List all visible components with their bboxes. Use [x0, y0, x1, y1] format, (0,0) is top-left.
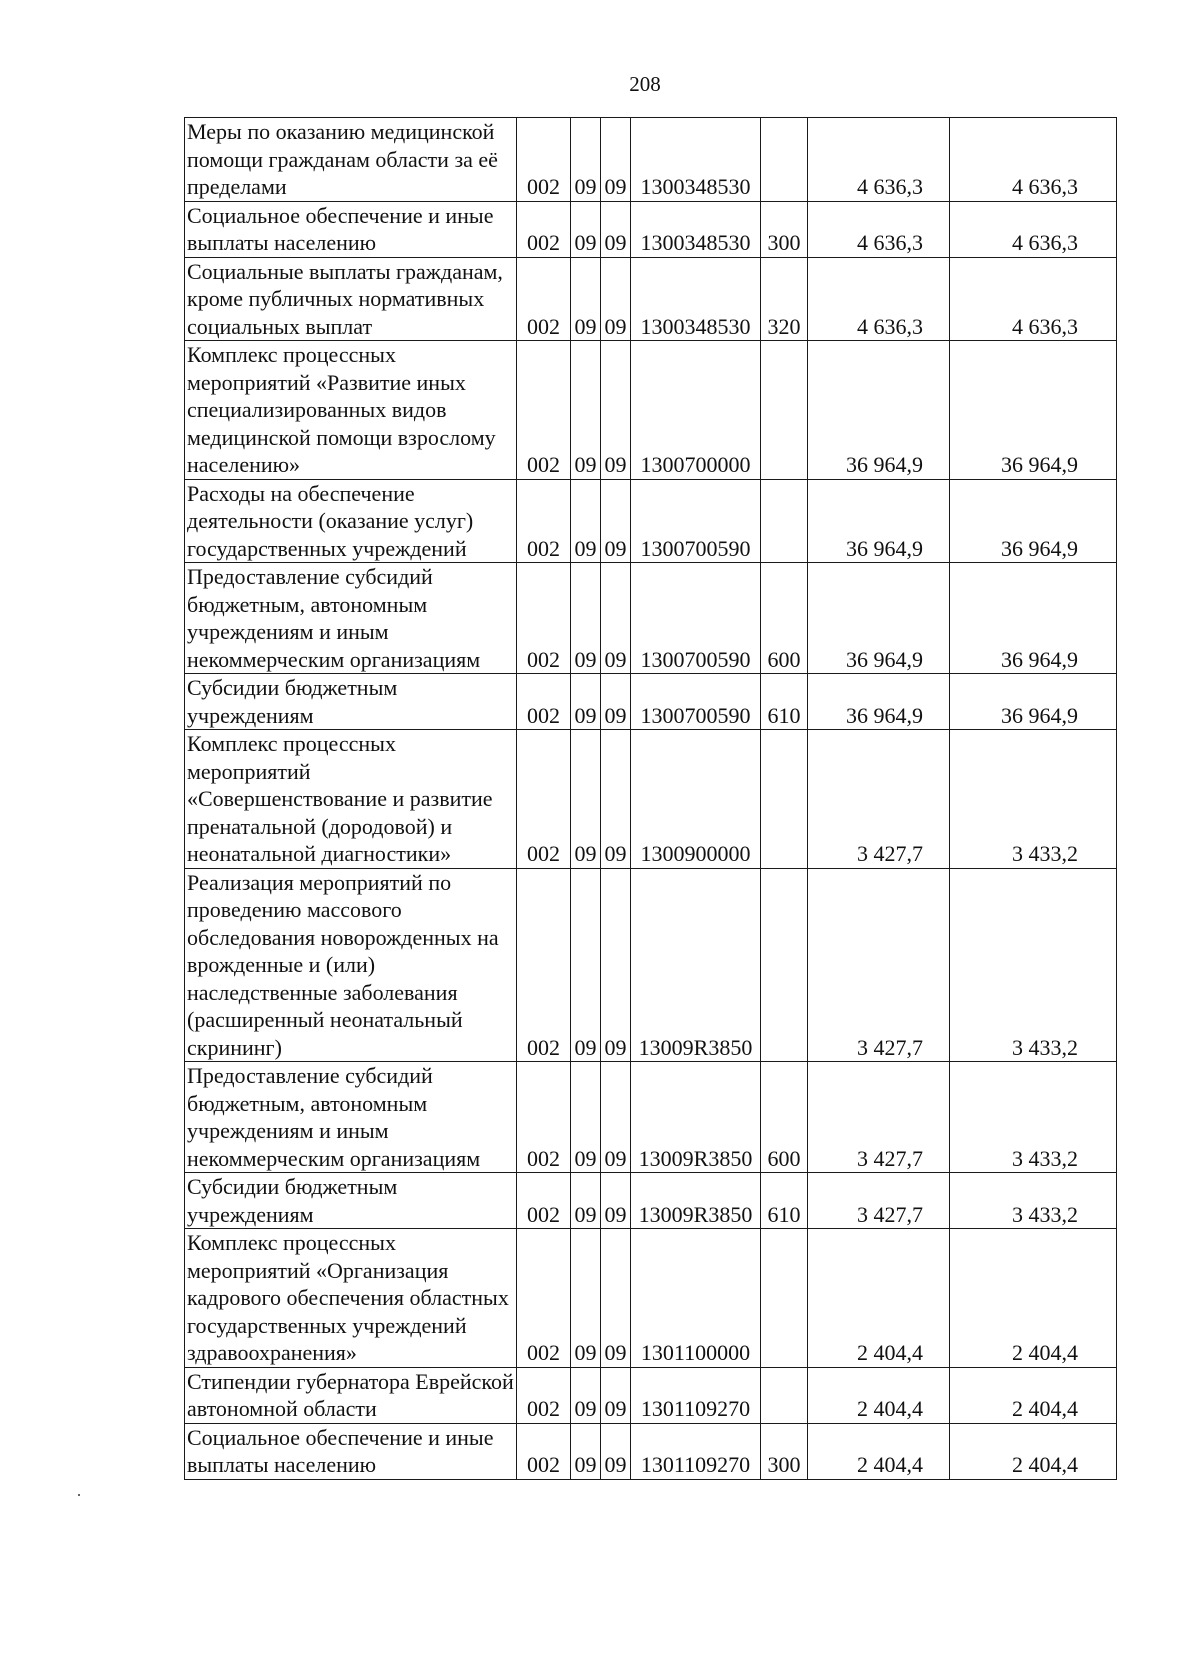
admin-code: 002: [517, 257, 571, 341]
amount-first: 3 427,7: [808, 868, 950, 1062]
amount-first: 2 404,4: [808, 1229, 950, 1368]
table-row: [185, 1173, 1117, 1229]
target-article-code: 1300348530: [631, 201, 761, 257]
admin-code: 002: [517, 868, 571, 1062]
table-row: [185, 563, 1117, 674]
target-article-code: 1300700590: [631, 479, 761, 563]
table-row: [185, 118, 1117, 202]
row-name: Комплекс процессных мероприятий «Совершенствование и развитие пренатальной (дородовой) и неонатальной диагностики»: [185, 730, 517, 869]
amount-first: 36 964,9: [808, 341, 950, 480]
admin-code: 002: [517, 563, 571, 674]
amount-second: 2 404,4: [950, 1229, 1117, 1368]
subsection-code: 09: [601, 674, 631, 730]
table-row: [185, 1229, 1117, 1368]
table-row: [185, 1423, 1117, 1479]
amount-second: 2 404,4: [950, 1423, 1117, 1479]
expense-type-code: 300: [761, 201, 808, 257]
table-row: [185, 479, 1117, 563]
amount-second: 2 404,4: [950, 1367, 1117, 1423]
target-article-code: 13009R3850: [631, 1173, 761, 1229]
admin-code: 002: [517, 1423, 571, 1479]
amount-second: 4 636,3: [950, 118, 1117, 202]
amount-second: 3 433,2: [950, 1062, 1117, 1173]
row-name: Реализация мероприятий по проведению массового обследования новорожденных на врожденные и (или) наследственные заболевания (расширенный неонатальный скрининг): [185, 868, 517, 1062]
target-article-code: 1301109270: [631, 1423, 761, 1479]
subsection-code: 09: [601, 730, 631, 869]
expense-type-code: [761, 118, 808, 202]
amount-second: 3 433,2: [950, 1173, 1117, 1229]
amount-second: 36 964,9: [950, 563, 1117, 674]
subsection-code: 09: [601, 201, 631, 257]
amount-second: 36 964,9: [950, 479, 1117, 563]
section-code: 09: [571, 201, 601, 257]
row-name: Субсидии бюджетным учреждениям: [185, 674, 517, 730]
subsection-code: 09: [601, 1367, 631, 1423]
admin-code: 002: [517, 1367, 571, 1423]
target-article-code: 1300700590: [631, 674, 761, 730]
section-code: 09: [571, 1229, 601, 1368]
row-name: Предоставление субсидий бюджетным, автономным учреждениям и иным некоммерческим организациям: [185, 563, 517, 674]
target-article-code: 1300700590: [631, 563, 761, 674]
row-name: Расходы на обеспечение деятельности (оказание услуг) государственных учреждений: [185, 479, 517, 563]
amount-second: 36 964,9: [950, 341, 1117, 480]
expense-type-code: [761, 1229, 808, 1368]
scan-speck: [78, 1494, 80, 1496]
section-code: 09: [571, 563, 601, 674]
target-article-code: 1301109270: [631, 1367, 761, 1423]
admin-code: 002: [517, 479, 571, 563]
subsection-code: 09: [601, 563, 631, 674]
section-code: 09: [571, 1367, 601, 1423]
admin-code: 002: [517, 201, 571, 257]
table-row: [185, 674, 1117, 730]
budget-table: [184, 117, 1117, 1480]
subsection-code: 09: [601, 118, 631, 202]
expense-type-code: 610: [761, 674, 808, 730]
target-article-code: 13009R3850: [631, 1062, 761, 1173]
row-name: Комплекс процессных мероприятий «Организация кадрового обеспечения областных государственных учреждений здравоохранения»: [185, 1229, 517, 1368]
row-name: Стипендии губернатора Еврейской автономной области: [185, 1367, 517, 1423]
subsection-code: 09: [601, 257, 631, 341]
expense-type-code: 300: [761, 1423, 808, 1479]
subsection-code: 09: [601, 868, 631, 1062]
expense-type-code: [761, 868, 808, 1062]
subsection-code: 09: [601, 1423, 631, 1479]
admin-code: 002: [517, 1173, 571, 1229]
table-row: [185, 341, 1117, 480]
table-row: [185, 730, 1117, 869]
amount-first: 36 964,9: [808, 674, 950, 730]
table-row: [185, 868, 1117, 1062]
amount-second: 4 636,3: [950, 201, 1117, 257]
budget-table-body: [185, 118, 1117, 1480]
row-name: Меры по оказанию медицинской помощи гражданам области за её пределами: [185, 118, 517, 202]
amount-second: 36 964,9: [950, 674, 1117, 730]
amount-first: 3 427,7: [808, 1173, 950, 1229]
amount-first: 4 636,3: [808, 257, 950, 341]
amount-first: 3 427,7: [808, 730, 950, 869]
amount-first: 2 404,4: [808, 1367, 950, 1423]
amount-first: 36 964,9: [808, 479, 950, 563]
amount-first: 36 964,9: [808, 563, 950, 674]
subsection-code: 09: [601, 1173, 631, 1229]
section-code: 09: [571, 674, 601, 730]
table-row: [185, 1367, 1117, 1423]
expense-type-code: [761, 479, 808, 563]
subsection-code: 09: [601, 341, 631, 480]
row-name: Социальные выплаты гражданам, кроме публичных нормативных социальных выплат: [185, 257, 517, 341]
admin-code: 002: [517, 730, 571, 869]
expense-type-code: 600: [761, 1062, 808, 1173]
target-article-code: 1300348530: [631, 257, 761, 341]
amount-first: 4 636,3: [808, 118, 950, 202]
amount-second: 3 433,2: [950, 868, 1117, 1062]
section-code: 09: [571, 1062, 601, 1173]
row-name: Социальное обеспечение и иные выплаты населению: [185, 201, 517, 257]
section-code: 09: [571, 341, 601, 480]
target-article-code: 1300348530: [631, 118, 761, 202]
expense-type-code: 320: [761, 257, 808, 341]
section-code: 09: [571, 730, 601, 869]
expense-type-code: [761, 730, 808, 869]
subsection-code: 09: [601, 1229, 631, 1368]
admin-code: 002: [517, 118, 571, 202]
section-code: 09: [571, 257, 601, 341]
admin-code: 002: [517, 674, 571, 730]
amount-second: 4 636,3: [950, 257, 1117, 341]
target-article-code: 13009R3850: [631, 868, 761, 1062]
section-code: 09: [571, 1173, 601, 1229]
expense-type-code: [761, 341, 808, 480]
admin-code: 002: [517, 1229, 571, 1368]
expense-type-code: 610: [761, 1173, 808, 1229]
target-article-code: 1300700000: [631, 341, 761, 480]
target-article-code: 1300900000: [631, 730, 761, 869]
row-name: Комплекс процессных мероприятий «Развитие иных специализированных видов медицинской помощи взрослому населению»: [185, 341, 517, 480]
section-code: 09: [571, 479, 601, 563]
amount-first: 4 636,3: [808, 201, 950, 257]
target-article-code: 1301100000: [631, 1229, 761, 1368]
admin-code: 002: [517, 1062, 571, 1173]
amount-first: 3 427,7: [808, 1062, 950, 1173]
row-name: Предоставление субсидий бюджетным, автономным учреждениям и иным некоммерческим организациям: [185, 1062, 517, 1173]
amount-second: 3 433,2: [950, 730, 1117, 869]
amount-first: 2 404,4: [808, 1423, 950, 1479]
section-code: 09: [571, 868, 601, 1062]
section-code: 09: [571, 118, 601, 202]
subsection-code: 09: [601, 479, 631, 563]
row-name: Субсидии бюджетным учреждениям: [185, 1173, 517, 1229]
table-row: [185, 201, 1117, 257]
table-row: [185, 257, 1117, 341]
row-name: Социальное обеспечение и иные выплаты населению: [185, 1423, 517, 1479]
expense-type-code: [761, 1367, 808, 1423]
admin-code: 002: [517, 341, 571, 480]
table-row: [185, 1062, 1117, 1173]
expense-type-code: 600: [761, 563, 808, 674]
page-number: 208: [629, 72, 661, 96]
subsection-code: 09: [601, 1062, 631, 1173]
section-code: 09: [571, 1423, 601, 1479]
